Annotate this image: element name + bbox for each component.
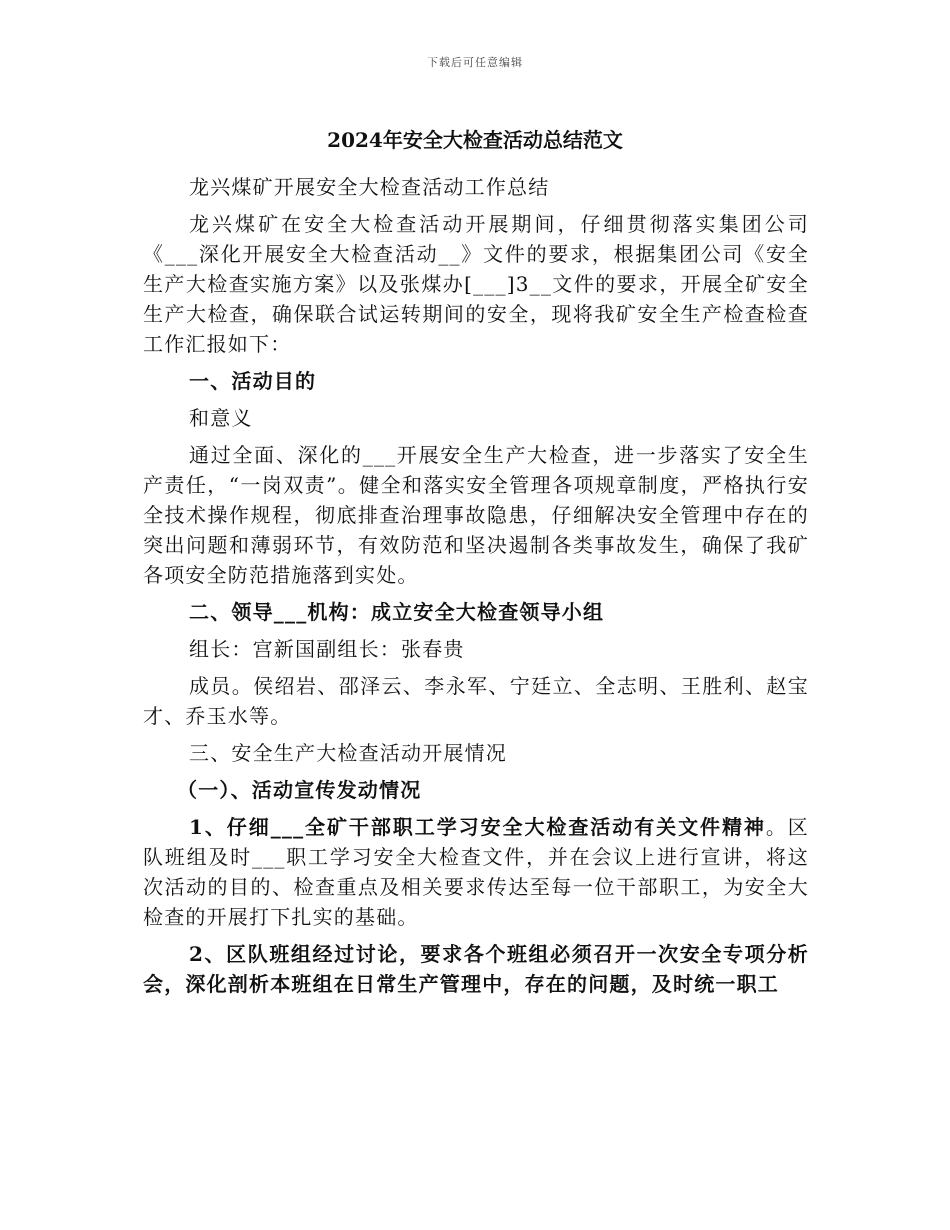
paragraph-meaning: 和意义 <box>189 406 253 430</box>
paragraph-item-2: 2、区队班组经过讨论，要求各个班组必须召开一次安全专项分析会，深化剖析本班组在日常生产管理中，存在的问题，及时统一职工 <box>143 942 809 996</box>
document-title: 2024年安全大检查活动总结范文 <box>327 128 623 152</box>
document-body <box>143 172 809 1006</box>
heading-activity: 三、安全生产大检查活动开展情况 <box>189 741 507 765</box>
paragraph-item-1-lead: 1、仔细___全矿干部职工学习安全大检查活动有关文件精神 <box>189 815 766 839</box>
heading-purpose: 一、活动目的 <box>189 369 317 393</box>
heading-publicity: （一）、活动宣传发动情况 <box>177 778 422 802</box>
paragraph-item-1-rest: 。区队班组及时___职工学习安全大检查文件，并在会议上进行宣讲，将这次活动的目的、检查重点及相关要求传达至每一位干部职工，为安全大检查的开展打下扎实的基础。 <box>143 815 810 929</box>
paragraph-item-1 <box>143 812 809 932</box>
heading-leadership: 二、领导___机构：成立安全大检查领导小组 <box>189 600 605 624</box>
header-note: 下载后可任意编辑 <box>427 56 523 69</box>
paragraph-members: 成员。侯绍岩、邵泽云、李永军、宁廷立、全志明、王胜利、赵宝才、乔玉水等。 <box>143 674 809 728</box>
paragraph-intro: 龙兴煤矿在安全大检查活动开展期间，仔细贯彻落实集团公司《___深化开展安全大检查活动__》文件的要求，根据集团公司《安全生产大检查实施方案》以及张煤办[___]3__文件的要求，开展全矿安全生产大检查，确保联合试运转期间的安全，现将我矿安全生产检查检查工作汇报如下： <box>143 212 809 356</box>
paragraph-subtitle: 龙兴煤矿开展安全大检查活动工作总结 <box>189 175 550 199</box>
paragraph-leaders: 组长：宫新国副组长：张春贵 <box>189 637 465 661</box>
paragraph-purpose-body: 通过全面、深化的___开展安全生产大检查，进一步落实了安全生产责任，“一岗双责”。健全和落实安全管理各项规章制度，严格执行安全技术操作规程，彻底排查治理事故隐患，仔细解决安全管理中存在的突出问题和薄弱环节，有效防范和坚决遏制各类事故发生，确保了我矿各项安全防范措施落到实处。 <box>143 443 809 587</box>
